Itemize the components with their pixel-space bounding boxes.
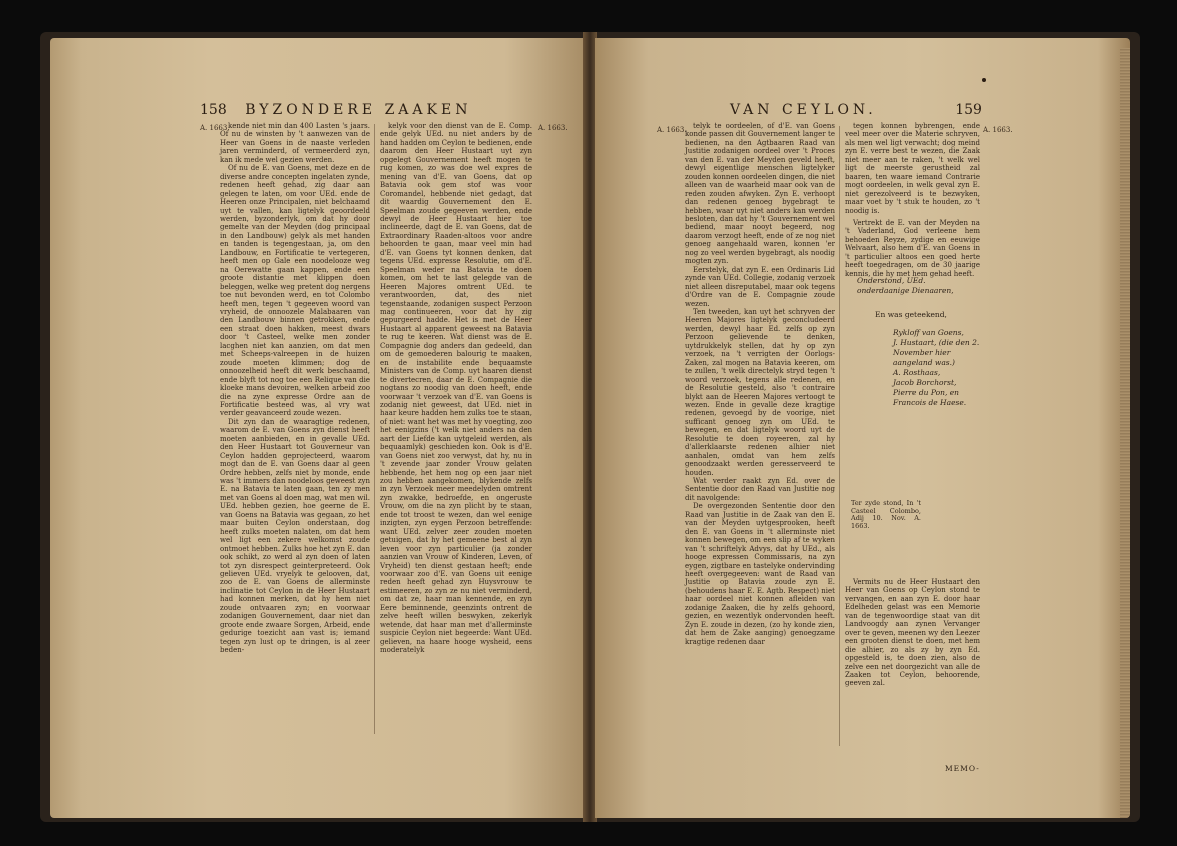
signatory: Pierre du Pon, en xyxy=(893,388,960,397)
left-running-title: BYZONDERE ZAAKEN xyxy=(245,102,472,118)
right-running-head xyxy=(730,102,992,120)
right-margin-year-right: A. 1663. xyxy=(983,126,1013,134)
left-column-2 xyxy=(380,122,532,742)
signatory: A. Rosthaas, xyxy=(893,368,941,377)
right-column-1 xyxy=(685,122,835,772)
signatories-list xyxy=(893,328,985,408)
left-page-number: 158 xyxy=(200,102,227,118)
signatory: Francois de Haese. xyxy=(893,398,967,407)
open-book xyxy=(40,32,1140,822)
right-column-rule xyxy=(839,126,840,746)
closing-note: Ter zyde stond, In 't Casteel Colombo, Adij 10. Nov. A. 1663. xyxy=(851,499,921,530)
signatory: Rykloff van Goens, xyxy=(893,328,964,337)
ink-spot xyxy=(982,78,986,82)
left-col1-paragraph: Of nu de E. van Goens, met deze en de diverse andre concepten ingelaten zynde, redenen heeft gehad, zig daar aan gelegen te laten, om voor UEd. ende de Heeren onze Principalen, niet belchaamd uyt te vallen, kan ligtelyk geoordeeld werden, byzonderlyk, om dat hy door gemelte van der Meyden (dog principaal in den Landbouw) gelyk als met handen en tanden is tegengestaan, ja, om den Landbouw, en Fortificatie te vertegeren, heeft men op Gale een noodelooze weg na Oerewatte gaan kappen, ende een groote distantie met klippen doen beleggen, welke weg pretent dog nergens toe nut bevonden werd, en tot Colombo heeft men, tegen 't gegeeven woord van vryheid, de onnoozele Malabaaren van den Landbouw binnen getrokken, ende een straat doen hakken, meest dwars door 't Casteel, welke men zonder lacghen niet kan aanzien, om dat men met Scheeps-valreepen in de huizen zoude moeten klimmen; dog de onnoozelheid heeft dit werk beschaamd, ende blyft tot nog toe een Relique van die kloeke mans devoiren, welken arbeid zoo die na zyne expresse Ordre aan de Fortificatie besteed was, al vry wat verder geavanceerd zoude wezen. xyxy=(220,164,370,418)
right-column-2-bottom xyxy=(845,578,980,738)
signatory: J. Hustaart, (die den 2. November hier aangeland was.) xyxy=(893,338,980,367)
left-column-rule xyxy=(374,124,375,734)
right-page-number: 159 xyxy=(955,102,982,118)
right-col2-paragraph: Vermits nu de Heer Hustaart den Heer van Goens op Ceylon stond te vervangen, en aan zyn E. door haar Edelheden gelast was een Memorie van de tegenwoordige staat van dit Landvoogdy aan zynen Vervanger over te geven, meenen wy den Leezer een grooten dienst te doen, met hem die alhier, zo als zy by zyn Ed. opgesteld is, te doen zien, also de zelve een net doorgezicht van alle de Zaaken tot Ceylon, behoorende, geeven zal. xyxy=(845,578,980,688)
left-running-head xyxy=(200,102,471,120)
right-col1-paragraph: Ten tweeden, kan uyt het schryven der Heeren Majores ligtelyk geconcludeerd werden, dewyl haar Ed. zelfs op zyn Perzoon gelievende te denken, uytdrukkelyk stellen, dat hy op zyn verzoek, na 't verrigten der Oorlogs-Zaken, zal mogen na Batavia keeren, om te zullen, 't welk directelyk stryd tegen 't woord verzoek, tegens alle redenen, en de Resolutie gesteld, also 't contraire blykt aan de Heeren Majores vertoogt te wezen. Ende in gevalle deze kragtige redenen, gevoegd by de voorige, niet sufficant genoeg zyn om UEd. te bewegen, en dat ligtelyk woord uyt de Resolutie te doen royeeren, zal hy d'allerklaarste redenen alhier niet aanhalen, omdat van hem zelfs genoodzaakt werden geresserveerd te houden. xyxy=(685,307,835,477)
fore-edge xyxy=(1120,48,1130,818)
right-col2-paragraph: tegen konnen bybrengen, ende veel meer over die Materie schryven, als men wel ligt verwacht; dog meind zyn E. verre best te wezen, die Zaak niet meer aan te raken, 't welk wel ligt de meerste gerustheid zal baaren, ten waare iemand Contrarie mogt oordeelen, in welk geval zyn E. niet gerezolveerd is te bezwyken, maar voet by 't stuk te houden, zo 't noodig is. xyxy=(845,122,980,215)
right-col1-paragraph: telyk te oordeelen, of d'E. van Goens konde passen dit Gouvernement langer te bedienen, na den Agtbaaren Raad van Justitie zodanigen oordeel over 't Proces van den E. van der Meyden geveld heeft, dewyl eigentlige menschen ligtelyker zouden konnen oordeelen dingen, die niet alleen van de waarheid maar ook van de reden zouden afwyken. Zyn E. verhoopt dan redenen genoeg bygebragt te hebben, waar uyt niet anders kan werden besloten, dan dat hy 't Gouvernement wel bediend, maar nooyt begeerd, nog daarom verzogt heeft, ende of ze nog niet genoeg aangehaald waren, konnen 'er nog zo veel werden bygebragt, als noodig mogten zyn. xyxy=(685,122,835,266)
right-margin-year: A. 1663. xyxy=(657,126,687,134)
left-page xyxy=(50,38,585,818)
left-column-1 xyxy=(220,122,370,742)
subscription-line: Onderstond, UEd. onderdaanige Dienaaren, xyxy=(857,276,954,295)
right-page xyxy=(595,38,1130,818)
right-running-title: VAN CEYLON. xyxy=(730,102,877,118)
left-col1-paragraph: kende niet min dan 400 Lasten 's jaars. Of nu de winsten by 't aanwezen van de Heer van Goens in de naaste verleden jaren verminderd, of vermeerderd zyn, kan ik mede wel gezien werden. xyxy=(220,122,370,164)
left-margin-year: A. 1663. xyxy=(200,124,230,132)
signed-line: En was geteekend, xyxy=(875,310,947,319)
left-margin-year-right: A. 1663. xyxy=(538,124,568,132)
right-column-2-top xyxy=(845,122,980,292)
right-col1-paragraph: Wat verder raakt zyn Ed. over de Sententie door den Raad van Justitie nog dit navolgende: xyxy=(685,477,835,502)
right-col2-paragraph: Vertrekt de E. van der Meyden na 't Vaderland, God verleene hem behoeden Reyze, zydige en eeuwige Welvaart, also hem d'E. van Goens in 't particulier altoos een goed herte heeft toegedragen, om de 30 jaarige kennis, die hy met hem gehad heeft. xyxy=(845,218,980,278)
catchword: MEMO- xyxy=(945,764,980,773)
right-col1-paragraph: Eerstelyk, dat zyn E. een Ordinaris Lid zynde van UEd. Collegie, zodanig verzoek niet alleen disreputabel, maar ook tegens d'Ordre van de E. Compagnie zoude wezen. xyxy=(685,265,835,308)
right-col1-paragraph: De overgezonden Sententie door den Raad van Justitie in de Zaak van den E. van der Meyden uytgesprooken, heeft den E. van Goens in 't allerminste niet konnen bewegen, om een slip af te wyken van 't schriftelyk Advys, dat hy UEd., als hooge expressen Commissaris, na zyn eygen, zigtbare en tastelyke ondervinding heeft overgegeeven: want de Raad van Justitie op Batavia zoude zyn E. (behoudens haar E. E. Agtb. Respect) niet haar oordeel niet konnen afleiden van zodanige Zaaken, die hy zelfs gehoord, gezien, en wezentlyk ondervonden heeft. Zyn E. zoude in dezen, (zo hy konde zien, dat hem de Zake aanging) genoegzame kragtige redenen daar xyxy=(685,502,835,646)
left-col2-paragraph: kelyk voor den dienst van de E. Comp. ende gelyk UEd. nu niet anders by de hand hadden om Ceylon te bedienen, ende daarom den Heer Hustaart uyt zyn opgelegt Gouvernement heeft mogen te rug komen, zo was doe wel expres de mening van d'E. van Goens, dat op Batavia ook gem stof was voor Coromandel, hebbende niet gedagt, dat dit waardig Gouvernement den E. Speelman zoude gegeeven werden, ende dewyl de Heer Hustaart hier toe inclineerde, dagt de E. van Goens, dat de Extraordinary Raaden-altoos voor andre behoorden te gaan, maar veel min had d'E. van Goens tyt konnen denken, dat tegens UEd. expresse Resolutie, om d'E. Speelman weder na Batavia te doen komen, om het te last gelegde van de Heeren Majores omtrent UEd. te verantwoorden, dat, des niet tegenstaande, zodanigen suspect Perzoon mag continueeren, voor dat hy zig gepurgeerd hadde. Het is met de Heer Hustaart al apparent geweest na Batavia te rug te keeren. Wat dienst was de E. Compagnie dog anders dan gedeeld, dan om de gemoederen balourig te maaken, en de instabilite ende bequaamste Ministers van de Comp. uyt haaren dienst te divertecren, daar de E. Compagnie die nogtans zo noodig van doen heeft, ende voorwaar 't verzoek van d'E. van Goens is zodanig niet geweest, dat UEd. niet in haar keure hadden hem zulks toe te staan, of niet: want het was met hy voegting, zoo het eenigzins ('t welk niet anders na den aart der Liefde kan uytgeleid werden, als bequaamlyk) geschieden kon. Ook is d'E. van Goens niet zoo verwyst, dat hy, nu in 't zevende jaar zonder Vrouw gelaten hebbende, het hem nog op een jaar niet zou hebben aangekomen, blykende zelfs in zyn Verzoek meer meedelyden omtrent zyn zwakke, bedroefde, en ongeruste Vrouw, om die na zyn plicht by te staan, ende tot troost te wezen, dan wel eenige inzigten, zyn eygen Perzoon betreffende: want UEd. zelver zeer zouden moeten getuigen, dat hy het gemeene best al zyn leven voor zyn particulier (ja zonder aanzien van Vrouw of Kinderen, Leven, of Vryheid) ten dienst gestaan heeft; ende voorwaar zoo d'E. van Goens uit eenige reden heeft gehad zyn Huysvrouw te estimeeren, zo zyn ze nu niet verminderd, om dat ze, haar man kennende, en zyn Eere beminnende, geenzints ontrent de zelve heeft willen beswyken, zekerlyk wetende, dat haar man met d'allerminste suspicie Ceylon niet begeerde: Want UEd. gelieven, na haare hooge wysheid, eens moderatelyk xyxy=(380,122,532,655)
signatory: Jacob Borchorst, xyxy=(893,378,957,387)
left-col1-paragraph: Dit zyn dan de waaragtige redenen, waarom de E. van Goens zyn dienst heeft moeten aanbieden, en in gevalle UEd. den Heer Hustaart tot Gouverneur van Ceylon hadden geprojecteerd, waarom mogt dan de E. van Goens daar al geen Ordre hebben, zelfs niet by monde, ende was 't immers dan noodeloos geweest zyn E. na Batavia te laten gaan, ten zy men met van Goens al doen mag, wat men wil. UEd. hebben gezien, hoe geerne de E. van Goens na Batavia was gegaan, zo het maar buiten Ceylon onderstaan, dog heeft zulks moeten nalaten, om dat hem wel ligt een zekere welkomst zoude ontmoet hebben. Zulks hoe het zyn E. dan ook schikt, zo werd al zyn doen of laten tot zyn disrespect geinterpreteerd. Ook gelieven UEd. vryelyk te gelooven, dat, zoo de E. van Goens de allerminste inclinatie tot Ceylon in de Heer Hustaart had konnen merken, dat hy hem niet zoude ontvaaren zyn; en voorwaar zodanigen Gouvernement, daar niet dan groote ende zwaare Sorgen, Arbeid, ende gedurige toezicht aan vast is; iemand tegen zyn lust op te dringen, is al zeer beden- xyxy=(220,417,370,655)
